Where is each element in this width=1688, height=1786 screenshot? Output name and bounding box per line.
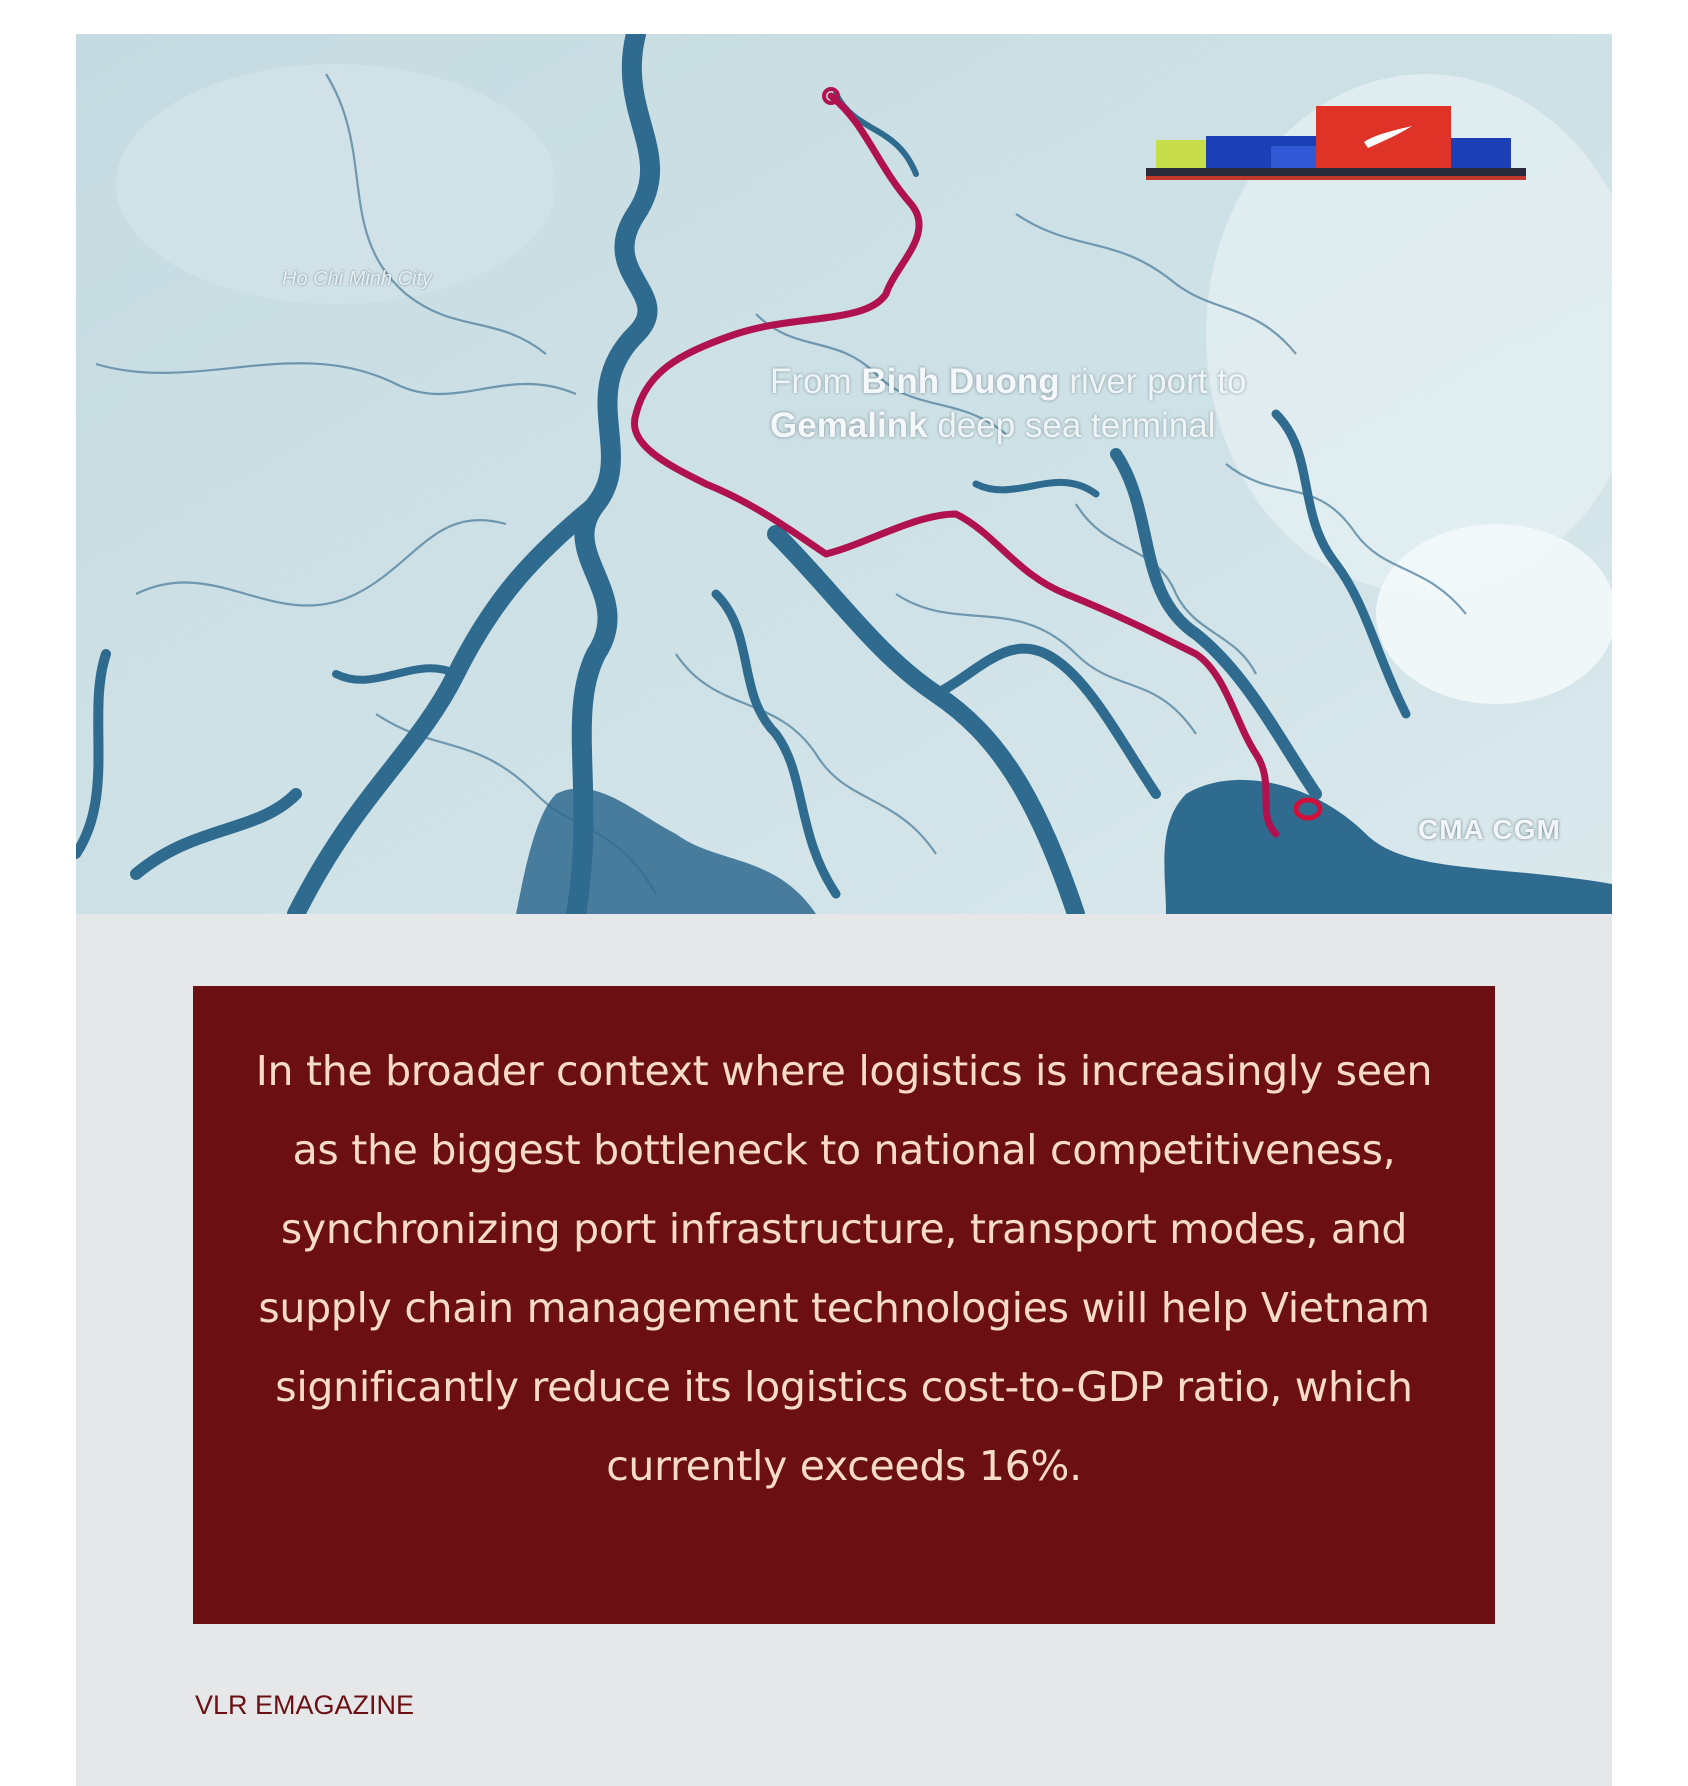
route-caption-line-1 bbox=[770, 360, 1246, 404]
publication-credit: VLR EMAGAZINE bbox=[195, 1690, 415, 1720]
route-caption-line-2 bbox=[770, 404, 1216, 448]
city-label: Ho Chi Minh City bbox=[282, 268, 433, 290]
pull-quote bbox=[193, 986, 1495, 1624]
route-caption-destination-suffix: deep sea terminal bbox=[937, 406, 1216, 445]
pull-quote-text: In the broader context where logistics is increasingly seen as the biggest bottleneck to national competitiveness, synchronizing port infrastructure, transport modes, and supply chain management technologies will help Vietnam significantly reduce its logistics cost-to-GDP ratio, which currently exceeds 16%. bbox=[255, 1047, 1433, 1490]
route-caption-suffix: river port to bbox=[1069, 362, 1247, 401]
route-caption-prefix: From bbox=[770, 362, 852, 401]
route-caption-destination: Gemalink bbox=[770, 406, 928, 445]
cma-cgm-logo: CMA CGM bbox=[1418, 814, 1561, 845]
route-caption-origin: Binh Duong bbox=[861, 362, 1060, 401]
route-map-image bbox=[76, 34, 1612, 914]
map-illustration bbox=[76, 34, 1612, 914]
